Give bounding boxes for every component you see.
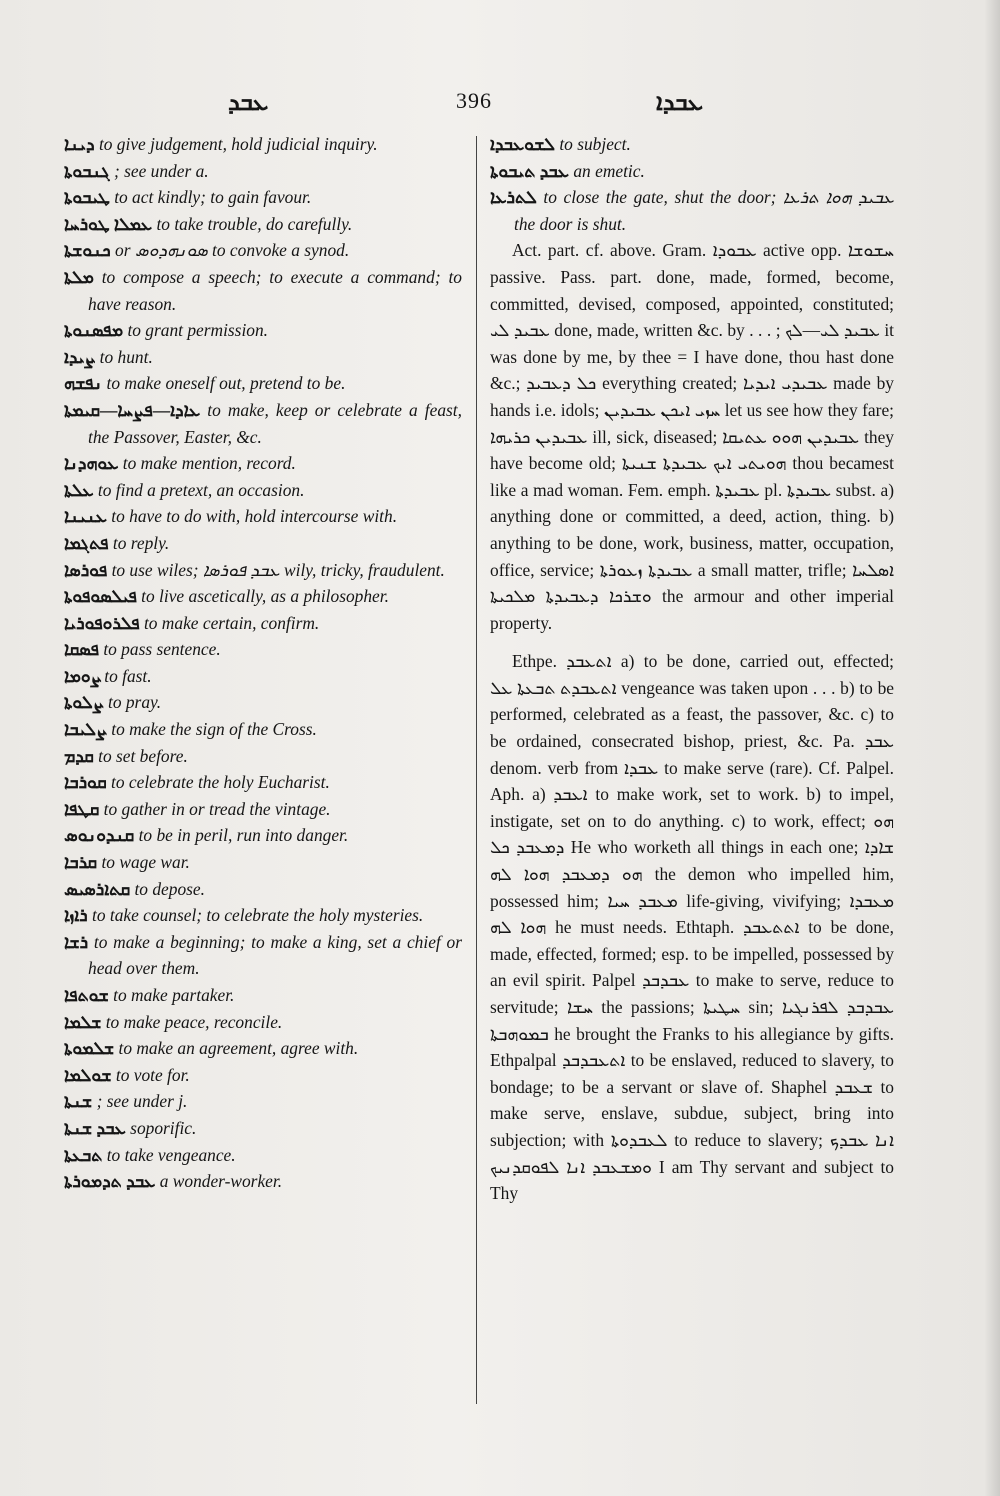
dictionary-entry <box>64 716 462 743</box>
english-gloss: to make oneself out, pretend to be. <box>106 373 346 394</box>
dictionary-entry <box>64 1142 462 1169</box>
english-gloss: to wage war. <box>101 852 190 873</box>
syriac-phrase: ܩܛܦܐ <box>64 798 100 819</box>
syriac-phrase: ܦܣܩܐ <box>64 639 99 660</box>
dictionary-entry <box>64 1035 462 1062</box>
dictionary-entry <box>64 317 462 344</box>
dictionary-entry <box>64 610 462 637</box>
dictionary-entry <box>64 450 462 477</box>
english-gloss: to set before. <box>98 745 188 766</box>
english-gloss: to make peace, reconcile. <box>105 1011 283 1032</box>
dictionary-entry <box>64 131 462 158</box>
english-gloss: to make a beginning; to make a king, set a chief or head over them. <box>88 931 462 979</box>
english-gloss: to live ascetically, as a philosopher. <box>141 586 389 607</box>
dictionary-entry <box>64 636 462 663</box>
syriac-phrase: ܥܘܗܕܢܐ <box>64 453 119 474</box>
syriac-phrase: ܢܦܫܗ <box>64 373 103 394</box>
dictionary-entry <box>64 503 462 530</box>
english-gloss: to gather in or tread the vintage. <box>103 798 331 819</box>
syriac-phrase: ܥܒܕ ܬܕܡܘܪܬܐ <box>64 1171 156 1192</box>
syriac-phrase: ܟܢܘܫܬܐ <box>64 240 111 261</box>
syriac-phrase: ܦܝܠܣܘܦܘܬܐ <box>64 586 137 607</box>
dictionary-entry <box>490 184 894 237</box>
english-gloss: to vote for. <box>115 1064 190 1085</box>
syriac-phrase: ܨܠܘܬܐ <box>64 692 104 713</box>
english-gloss: to make the sign of the Cross. <box>111 719 317 740</box>
english-gloss: to take counsel; to celebrate the holy mysteries. <box>91 905 424 926</box>
syriac-phrase: ܩܢܕܘܢܘܣ <box>64 825 135 846</box>
syriac-phrase: ܥܒܕ ܬܝܒܘܬܐ <box>490 160 569 181</box>
english-gloss: to grant permission. <box>127 320 269 341</box>
left-column <box>64 131 462 1195</box>
syriac-phrase: ܨܘܡܐ <box>64 665 100 686</box>
dictionary-entry <box>64 530 462 557</box>
dictionary-entry <box>64 211 462 238</box>
dictionary-entry <box>64 477 462 504</box>
page-header <box>0 86 1000 122</box>
syriac-phrase: ܥܒܕ ܫܢܬܐ <box>64 1117 126 1138</box>
dictionary-entry <box>64 929 462 982</box>
syriac-phrase: ܕܝܢܐ <box>64 134 95 154</box>
dictionary-entry <box>64 743 462 770</box>
dictionary-entry <box>64 849 462 876</box>
syriac-phrase: ܠܫܘܥܒܕܐ <box>490 134 555 154</box>
english-gloss: to make partaker. <box>113 985 235 1005</box>
right-column-entries <box>490 131 894 237</box>
dictionary-entry <box>64 158 462 185</box>
english-gloss: to subject. <box>559 134 631 154</box>
syriac-phrase: ܫܘܬܦܐ <box>64 985 109 1005</box>
syriac-phrase: ܩܬܐܪܣܝܣ <box>64 878 131 899</box>
english-gloss: to make, keep or celebrate a feast, the Passover, Easter, &c. <box>88 399 462 447</box>
dictionary-entry <box>64 264 462 317</box>
english-gloss: soporific. <box>130 1117 197 1138</box>
syriac-phrase: ܩܘܪܒܐ <box>64 772 107 793</box>
english-gloss: to take trouble, do carefully. <box>156 213 353 234</box>
page-number: 396 <box>456 88 492 113</box>
syriac-phrase: ܓܢܒܘܬܐ <box>64 160 110 181</box>
english-gloss: or ܣܘܢܗܕܘܣ to convoke a synod. <box>115 240 350 261</box>
english-gloss: to pass sentence. <box>103 639 221 660</box>
dictionary-entry <box>64 1115 462 1142</box>
dictionary-entry <box>64 583 462 610</box>
dictionary-entry <box>64 689 462 716</box>
english-gloss: to have to do with, hold intercourse with. <box>111 506 398 527</box>
dictionary-entry <box>64 1168 462 1195</box>
syriac-phrase: ܩܪܒܐ <box>64 852 98 873</box>
syriac-phrase: ܡܠܬܐ <box>64 266 94 287</box>
paragraph-ethpe: Ethpe. ܐܬܥܒܕ a) to be done, carried out, effected; ܐܬܥܒܕܬ ܬܒܥܬܐ ܥܠ vengeance was taken upon . . . b) to be performed, celebrated as a feast, the passover, &c. c) to be ordained, consecrated bishop, priest, &c. Pa. ܥܒܕ denom. verb from ܥܒܕܐ to make serve (rare). Cf. Palpel. Aph. a) ܐܥܒܕ to make work, set to work. b) to impel, instigate, set on to do anything. c) to work, effect; ܗܘ ܕܡܥܒܕ ܟܠ He who worketh all things in each one; ܫܐܕܐ ܗܘ ܕܡܥܒܕ ܗܘܐ ܠܗ the demon who impelled him, possessed him; ܡܥܒܕ ܚܝܐ life-giving, vivifying; ܡܥܒܕܐ ܗܘܐ ܠܗ he must needs. Ethtaph. ܐܬܬܥܒܕ to be done, made, effected, formed; esp. to be impelled, possessed by an evil spirit. Palpel ܥܒܕܒܕ to make to serve, reduce to servitude; ܚܫܐ the passions; ܚܛܝܬܐ sin; ܥܒܕܒܕ ܠܦܪܢܓܝܐ ܒܡܘܗܒܬܐ he brought the Franks to his allegiance by gifts. Ethpalpal ܐܬܥܒܕܒܕ to be enslaved, reduced to slavery, to bondage; to be a servant or slave of. Shaphel ܫܥܒܕ to make serve, enslave, subdue, subject, bring into subjection; with ܠܥܒܕܘܬܐ to reduce to slavery; ܐܢܐ ܥܒܕܟ ܘܡܫܥܒܕ ܐܢܐ ܠܦܘܩܕܢܝܟ I am Thy servant and subject to Thy <box>490 651 895 1204</box>
dictionary-entry <box>490 158 894 185</box>
syriac-phrase: ܥܐܕܐ—ܦܨܚܐ—ܩܝܡܬܐ <box>64 399 201 420</box>
dictionary-entry <box>64 1009 462 1036</box>
dictionary-entry <box>490 131 894 158</box>
syriac-phrase: ܪܐܙܐ <box>64 905 88 926</box>
english-gloss: ; see under j. <box>96 1091 188 1112</box>
dictionary-entry <box>64 822 462 849</box>
english-gloss: to use wiles; ܥܒܕ ܦܘܪܣܐ wily, tricky, fraudulent. <box>111 559 445 580</box>
dictionary-entry <box>64 370 462 397</box>
english-gloss: a wonder-worker. <box>159 1171 283 1192</box>
dictionary-entry <box>64 184 462 211</box>
english-gloss: to give judgement, hold judicial inquiry. <box>98 134 378 154</box>
dictionary-entry <box>64 796 462 823</box>
english-gloss: to close the gate, shut the door; ܥܒܝܕ ܗܘܐ ܬܪܥܐ the door is shut. <box>514 187 894 234</box>
dictionary-entry <box>64 902 462 929</box>
english-gloss: to act kindly; to gain favour. <box>114 187 312 208</box>
english-gloss: to hunt. <box>99 346 153 367</box>
syriac-phrase: ܡܦܣܢܘܬܐ <box>64 320 124 341</box>
dictionary-entry <box>64 1088 462 1115</box>
syriac-phrase: ܦܘܪܣܐ <box>64 559 108 580</box>
dictionary-entry <box>64 237 462 264</box>
english-gloss: to make mention, record. <box>122 453 296 474</box>
english-gloss: to find a pretext, an occasion. <box>97 479 305 500</box>
dictionary-entry <box>64 344 462 371</box>
dictionary-entry <box>64 663 462 690</box>
english-gloss: to compose a speech; to execute a command; to have reason. <box>88 266 462 314</box>
syriac-phrase: ܨܝܕܐ <box>64 346 96 367</box>
syriac-phrase: ܦܠܪܘܦܘܪܝܐ <box>64 612 140 633</box>
english-gloss: to fast. <box>104 665 152 686</box>
english-gloss: ; see under a. <box>113 160 209 181</box>
syriac-phrase: ܫܢܬܐ <box>64 1091 93 1112</box>
syriac-phrase: ܥܠܬܐ <box>64 479 94 500</box>
right-column <box>490 131 894 1207</box>
english-gloss: to reply. <box>112 532 170 553</box>
english-gloss: to be in peril, run into danger. <box>138 825 349 846</box>
dictionary-entry <box>64 769 462 796</box>
syriac-phrase: ܠܬܪܥܐ <box>490 187 537 208</box>
syriac-phrase: ܥܡܠܐ ܛܘܪܚܐ <box>64 213 153 234</box>
english-gloss: to pray. <box>107 692 162 713</box>
syriac-phrase: ܪܫܐ <box>64 931 89 952</box>
dictionary-entry <box>64 876 462 903</box>
english-gloss: an emetic. <box>573 160 645 181</box>
dictionary-entry <box>64 982 462 1009</box>
english-gloss: to make certain, confirm. <box>143 612 320 633</box>
left-headword: ܥܒܕ <box>228 90 269 116</box>
syriac-phrase: ܫܠܡܘܬܐ <box>64 1038 115 1059</box>
english-gloss: to celebrate the holy Eucharist. <box>111 772 330 793</box>
syriac-phrase: ܦܬܓܡܐ <box>64 532 109 553</box>
syriac-phrase: ܫܘܠܡܐ <box>64 1064 112 1085</box>
page-edge-shadow <box>984 0 1000 1496</box>
english-gloss: to take vengeance. <box>106 1144 236 1165</box>
column-divider <box>476 136 477 1404</box>
syriac-phrase: ܬܒܥܬܐ <box>64 1144 103 1165</box>
paragraph-act-part: Act. part. cf. above. Gram. ܥܒܘܕܐ active opp. ܚܫܘܫܐ passive. Pass. part. done, made, formed, become, committed, devised, composed, appointed, constituted; ܥܒܝܕ ܠܝ done, made, written &c. by . . . ; ܥܒܝܕ ܠܝ—ܠܟ it was done by me, by thee = I have done, thou hast done &c.; ܟܠ ܕܥܒܝܕ everything created; ܥܒܝܕܝ ܐܝܕܝܐ made by hands i.e. idols; ܚܙܝ ܐܝܟܢ ܥܒܝܕܝܢ let us see how they fare; ܥܒܝܕܝܢ ܟܪܝܗܐ ill, sick, diseased; ܥܒܝܕܝܢ ܗܘܘ ܥܬܝܩܐ they have become old; ܗܘܝܬܝ ܐܝܟ ܥܒܝܕܬܐ ܫܢܝܬܐ thou becamest like a mad woman. Fem. emph. ܥܒܝܕܬܐ pl. ܥܒܝܕܬܐ subst. a) anything done or committed, a deed, action, thing. b) anything to be done, work, business, matter, occupation, office, service; ܥܒܝܕܬܐ ܙܥܘܪܬܐ a small matter, trifle; ܐܣܠܚܐ ܘܫܪܟܐ ܕܥܒܝܕܬܐ ܡܠܟܝܬܐ the armour and other imperial property. <box>490 240 895 633</box>
syriac-phrase: ܛܝܒܘܬܐ <box>64 187 110 208</box>
syriac-phrase: ܨܠܝܒܐ <box>64 719 107 740</box>
english-gloss: to depose. <box>134 878 205 899</box>
syriac-phrase: ܫܠܡܐ <box>64 1011 102 1032</box>
syriac-phrase: ܩܕܡ <box>64 745 94 766</box>
dictionary-entry <box>64 397 462 450</box>
right-headword: ܥܒܕܐ <box>656 90 704 116</box>
dictionary-entry <box>64 557 462 584</box>
english-gloss: to make an agreement, agree with. <box>118 1038 359 1059</box>
dictionary-entry <box>64 1062 462 1089</box>
syriac-phrase: ܥܢܝܢܐ <box>64 506 107 527</box>
